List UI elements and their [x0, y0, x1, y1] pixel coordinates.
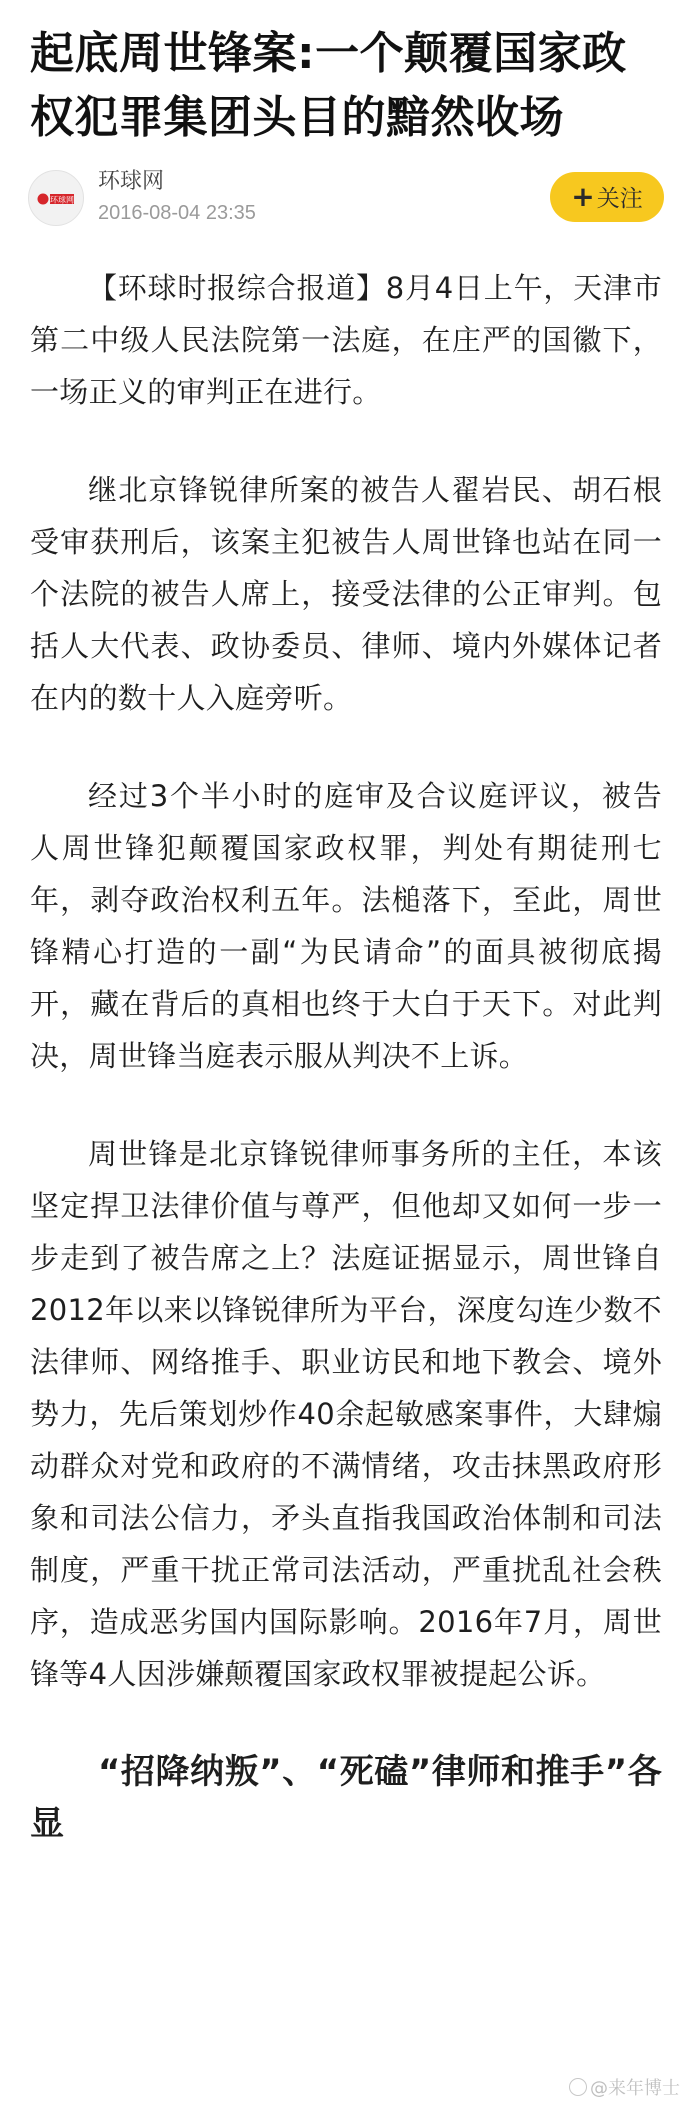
paragraph-cut: “招降纳叛”、“死磕”律师和推手”各显	[30, 1752, 662, 1844]
paragraph: 经过3个半小时的庭审及合议庭评议，被告人周世锋犯颠覆国家政权罪，判处有期徒刑七年，剥夺政治权利五年。法槌落下，至此，周世锋精心打造的一副“为民请命”的面具被彻底揭开，藏在背后的真相也终于大白于天下。对此判决，周世锋当庭表示服从判决不上诉。	[30, 779, 662, 1073]
source-name[interactable]: 环球网	[98, 169, 165, 194]
watermark-text: @来年博士	[590, 2078, 680, 2099]
publish-date: 2016-08-04 23:35	[98, 202, 256, 224]
article-body	[30, 262, 662, 1850]
follow-label: 关注	[596, 186, 643, 212]
logo-text: 环球网	[50, 195, 74, 205]
paragraph: 继北京锋锐律所案的被告人翟岩民、胡石根受审获刑后，该案主犯被告人周世锋也站在同一个法院的被告人席上，接受法律的公正审判。包括人大代表、政协委员、律师、境内外媒体记者在内的数十人入庭旁听。	[30, 473, 662, 715]
huanqiu-logo-icon	[37, 192, 75, 206]
weibo-icon	[569, 2078, 587, 2096]
paragraph: 周世锋是北京锋锐律师事务所的主任，本该坚定捍卫法律价值与尊严，但他却又如何一步一步走到了被告席之上？法庭证据显示，周世锋自2012年以来以锋锐律所为平台，深度勾连少数不法律师、网络推手、职业访民和地下教会、境外势力，先后策划炒作40余起敏感案事件，大肆煽动群众对党和政府的不满情绪，攻击抹黑政府形象和司法公信力，矛头直指我国政治体制和司法制度，严重干扰正常司法活动，严重扰乱社会秩序，造成恶劣国内国际影响。2016年7月，周世锋等4人因涉嫌颠覆国家政权罪被提起公诉。	[30, 1137, 662, 1691]
article-title: 起底周世锋案:一个颠覆国家政权犯罪集团头目的黯然收场	[30, 28, 627, 143]
source-avatar[interactable]	[28, 170, 84, 226]
follow-button[interactable]	[550, 172, 664, 222]
watermark	[569, 2074, 680, 2100]
article-meta	[28, 168, 668, 228]
paragraph: 【环球时报综合报道】8月4日上午，天津市第二中级人民法院第一法庭，在庄严的国徽下，一场正义的审判正在进行。	[30, 271, 662, 409]
plus-icon: +	[571, 180, 595, 213]
